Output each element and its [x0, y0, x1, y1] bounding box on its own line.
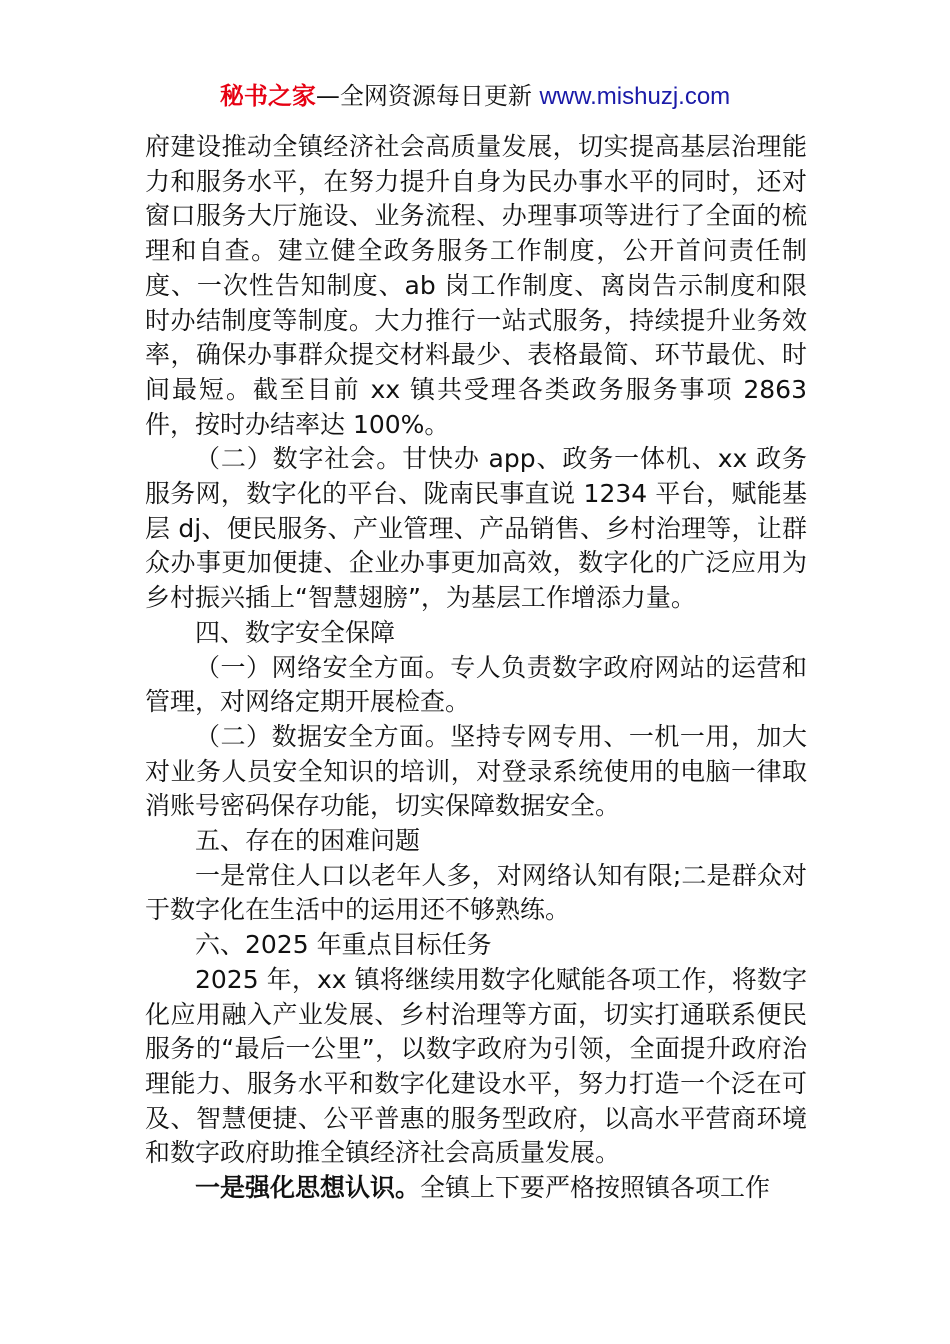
bold-lead-text: 一是强化思想认识。	[195, 1173, 421, 1203]
site-header	[0, 80, 950, 113]
paragraph-digital-society: （二）数字社会。甘快办 app、政务一体机、xx 政务服务网，数字化的平台、陇南民事直说 1234 平台，赋能基层 dj、便民服务、产业管理、产品销售、乡村治理等，让群众办事更加便捷、企业办事更加高效，数字化的广泛应用为乡村振兴插上“智慧翅膀”，为基层工作增添力量。	[145, 444, 807, 613]
section-heading-6: 六、2025 年重点目标任务	[195, 930, 492, 960]
document-body	[145, 130, 807, 1206]
paragraph-network-security: （一）网络安全方面。专人负责数字政府网站的运营和管理，对网络定期开展检查。	[145, 652, 807, 717]
paragraph-difficulties: 一是常住人口以老年人多，对网络认知有限;二是群众对于数字化在生活中的运用还不够熟练。	[145, 860, 807, 925]
paragraph-strengthen-awareness	[145, 1171, 807, 1206]
brand-name: 秘书之家	[219, 82, 316, 110]
paragraph-text: 全镇上下要严格按照镇各项工作	[420, 1173, 771, 1203]
section-heading-4: 四、数字安全保障	[195, 617, 396, 647]
paragraph-2025-goals: 2025 年，xx 镇将继续用数字化赋能各项工作，将数字化应用融入产业发展、乡村治理等方面，切实打通联系便民服务的“最后一公里”，以数字政府为引领，全面提升政府治理能力、服务水平和数字化建设水平，努力打造一个泛在可及、智慧便捷、公平普惠的服务型政府，以高水平营商环境和数字政府助推全镇经济社会高质量发展。	[145, 964, 807, 1168]
section-heading-5: 五、存在的困难问题	[195, 826, 421, 856]
paragraph-data-security: （二）数据安全方面。坚持专网专用、一机一用，加大对业务人员安全知识的培训，对登录系统使用的电脑一律取消账号密码保存功能，切实保障数据安全。	[145, 721, 807, 821]
header-tagline: —全网资源每日更新	[315, 82, 540, 110]
site-url-link[interactable]: www.mishuzj.com	[539, 83, 731, 110]
paragraph-1: 府建设推动全镇经济社会高质量发展，切实提高基层治理能力和服务水平，在努力提升自身为民办事水平的同时，还对窗口服务大厅施设、业务流程、办理事项等进行了全面的梳理和自查。建立健全政务服务工作制度，公开首问责任制度、一次性告知制度、ab 岗工作制度、离岗告示制度和限时办结制度等制度。大力推行一站式服务，持续提升业务效率，确保办事群众提交材料最少、表格最简、环节最优、时间最短。截至目前 xx 镇共受理各类政务服务事项 2863 件，按时办结率达 100%。	[145, 132, 807, 439]
